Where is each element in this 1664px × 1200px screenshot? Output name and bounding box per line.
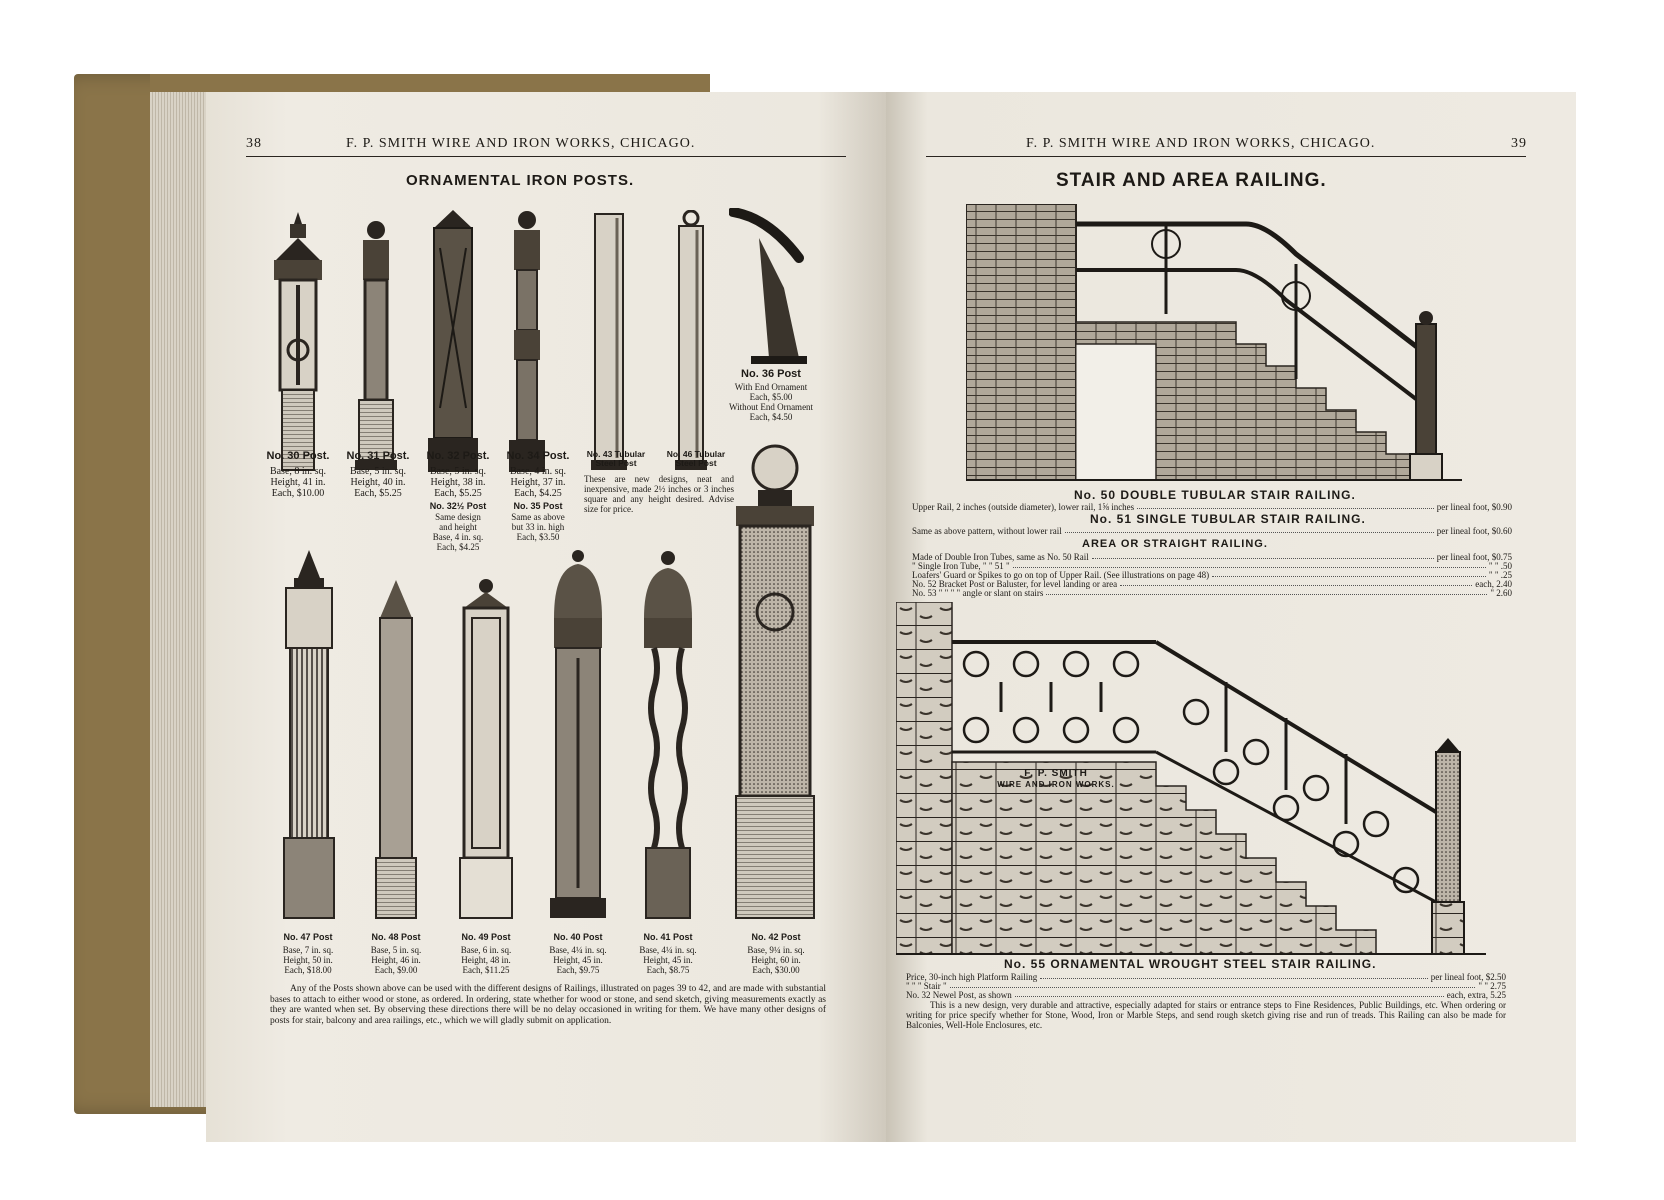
post-34-illustration xyxy=(504,210,550,474)
no50-title: No. 50 DOUBLE TUBULAR STAIR RAILING. xyxy=(1074,488,1356,502)
post-30-illustration xyxy=(266,210,330,472)
area-line-0-text: Made of Double Iron Tubes, same as No. 50 Rail xyxy=(912,552,1089,562)
post-48-label: No. 48 Post xyxy=(371,932,421,942)
no55-line-2 xyxy=(906,990,1506,1000)
area-line-1-text: " Single Iron Tube, " " 51 " xyxy=(912,561,1010,571)
post-40-illustration xyxy=(548,548,608,920)
tubular-note: These are new designs, neat and inexpensive, made 2½ inches or 3 inches square and any height desired. Advise size for price. xyxy=(584,474,734,514)
no51-price-line xyxy=(912,526,1512,536)
no55-line-0-text: Price, 30-inch high Platform Railing xyxy=(906,972,1038,982)
post-47-label: No. 47 Post xyxy=(283,932,333,942)
area-line-4-price: " 2.60 xyxy=(1490,588,1512,598)
post-30-label: No. 30 Post. xyxy=(266,450,330,462)
post-34-desc: Base, 4 in. sq. Height, 37 in. Each, $4.25 xyxy=(509,466,567,499)
post-41-label: No. 41 Post xyxy=(643,932,693,942)
area-line-2-text: Loafers' Guard or Spikes to go on top of Upper Rail. (See illustrations on page 48) xyxy=(912,570,1210,580)
post-31-illustration xyxy=(351,220,401,472)
right-page xyxy=(886,92,1576,1142)
no50-price-line xyxy=(912,502,1512,512)
post-40-label: No. 40 Post xyxy=(553,932,603,942)
head-rule-left xyxy=(246,156,846,157)
head-rule-right xyxy=(926,156,1526,157)
post-42-illustration xyxy=(732,442,818,920)
post-35-label: No. 35 Post xyxy=(513,501,563,511)
book-cover-top xyxy=(150,74,710,92)
tubular-stair-illustration xyxy=(966,204,1462,484)
post-49-desc: Base, 6 in. sq. Height, 48 in. Each, $11.25 xyxy=(460,945,512,975)
area-line-3-text: No. 52 Bracket Post or Baluster, for level landing or area xyxy=(912,579,1118,589)
sign-line-1: F. P. SMITH xyxy=(1024,768,1088,779)
post-31-desc: Base, 5 in. sq. Height, 40 in. Each, $5.25 xyxy=(349,466,407,499)
post-49-illustration xyxy=(458,578,514,920)
post-46-label: No. 46 Tubular Steel Post xyxy=(666,449,726,468)
post-31-label: No. 31 Post. xyxy=(346,450,410,462)
area-line-2-price: " " .25 xyxy=(1488,570,1512,580)
running-head-right: F. P. SMITH WIRE AND IRON WORKS, CHICAGO. xyxy=(1026,136,1376,151)
posts-footer-paragraph: Any of the Posts shown above can be used with the different designs of Railings, illustrated on pages 39 to 42, and are made with substantial bases to attach to either wood or stone, as ordered. In ordering, state whether for wood or stone, and send sketch, giving measurements exactly as they are wanted when set. By observing these directions there will be no delay occasioned in writing for them. We have many other designs of posts for stair, balcony and area railings, etc., which we will gladly submit on application. xyxy=(270,984,826,1026)
area-line-0-price: per lineal foot, $0.75 xyxy=(1436,552,1512,562)
post-49-label: No. 49 Post xyxy=(461,932,511,942)
post-47-illustration xyxy=(280,548,338,920)
post-32-illustration xyxy=(426,208,480,474)
posts-title: ORNAMENTAL IRON POSTS. xyxy=(406,172,635,189)
post-35-desc: Same as above but 33 in. high Each, $3.50 xyxy=(511,512,565,542)
railing-title: STAIR AND AREA RAILING. xyxy=(1056,170,1327,191)
no51-title: No. 51 SINGLE TUBULAR STAIR RAILING. xyxy=(1090,512,1366,526)
left-page xyxy=(206,92,886,1142)
post-43-illustration xyxy=(589,210,629,472)
page-edges xyxy=(150,92,210,1107)
area-line-1-price: " " .50 xyxy=(1488,561,1512,571)
area-line-4 xyxy=(912,588,1512,598)
post-36-illustration xyxy=(729,208,819,368)
post-32-label: No. 32 Post. xyxy=(426,450,490,462)
post-48-illustration xyxy=(374,578,418,920)
post-43-label: No. 43 Tubular Steel Post xyxy=(586,449,646,468)
post-30-desc: Base, 8 in. sq. Height, 41 in. Each, $10.00 xyxy=(269,466,327,499)
post-41-desc: Base, 4¼ in. sq. Height, 45 in. Each, $8.75 xyxy=(639,945,697,975)
no55-paragraph: This is a new design, very durable and attractive, especially adapted for stairs or entrance steps to Fine Residences, Public Buildings, etc. When ordering or writing for price specify whether for Stone, Wood, Iron or Marble Steps, and send rough sketch giving rise and run of treads. This Railing can also be made for Balconies, Well-Hole Enclosures, etc. xyxy=(906,1000,1506,1030)
no55-line-2-price: each, extra, 5.25 xyxy=(1446,990,1506,1000)
no51-price: per lineal foot, $0.60 xyxy=(1436,526,1512,536)
post-36-desc: With End Ornament Each, $5.00 Without End Ornament Each, $4.50 xyxy=(728,382,814,422)
post-34-label: No. 34 Post. xyxy=(506,450,570,462)
no51-text: Same as above pattern, without lower rail xyxy=(912,526,1062,536)
no55-title: No. 55 ORNAMENTAL WROUGHT STEEL STAIR RAILING. xyxy=(1004,957,1377,971)
sign-line-2: WIRE AND IRON WORKS. xyxy=(997,780,1115,789)
ornamental-stair-illustration xyxy=(896,602,1486,956)
page-number-left: 38 xyxy=(246,136,262,151)
post-47-desc: Base, 7 in. sq. Height, 50 in. Each, $18.00 xyxy=(282,945,334,975)
post-40-desc: Base, 4¼ in. sq. Height, 45 in. Each, $9.75 xyxy=(549,945,607,975)
area-railing-title: AREA OR STRAIGHT RAILING. xyxy=(1082,538,1268,550)
post-32half-desc: Same design and height Base, 4 in. sq. Each, $4.25 xyxy=(432,512,484,552)
area-line-3-price: each, 2.40 xyxy=(1475,579,1512,589)
post-36-label: No. 36 Post xyxy=(741,368,801,380)
page-number-right: 39 xyxy=(1511,136,1527,151)
no55-line-1-price: " " 2.75 xyxy=(1478,981,1506,991)
post-42-label: No. 42 Post xyxy=(751,932,801,942)
no55-line-2-text: No. 32 Newel Post, as shown xyxy=(906,990,1012,1000)
post-48-desc: Base, 5 in. sq. Height, 46 in. Each, $9.00 xyxy=(370,945,422,975)
post-42-desc: Base, 9¼ in. sq. Height, 60 in. Each, $30.00 xyxy=(747,945,805,975)
post-41-illustration xyxy=(638,548,698,920)
no55-line-0-price: per lineal foot, $2.50 xyxy=(1430,972,1506,982)
post-46-illustration xyxy=(671,210,711,472)
area-line-4-text: No. 53 " " " " angle or slant on stairs xyxy=(912,588,1044,598)
running-head-left: F. P. SMITH WIRE AND IRON WORKS, CHICAGO. xyxy=(346,136,696,151)
no50-text: Upper Rail, 2 inches (outside diameter), lower rail, 1⅝ inches xyxy=(912,502,1135,512)
no50-price: per lineal foot, $0.90 xyxy=(1436,502,1512,512)
post-32-desc: Base, 5 in. sq. Height, 38 in. Each, $5.25 xyxy=(429,466,487,499)
post-32half-label: No. 32½ Post xyxy=(429,501,487,511)
no55-line-1-text: " " " Stair " xyxy=(906,981,947,991)
